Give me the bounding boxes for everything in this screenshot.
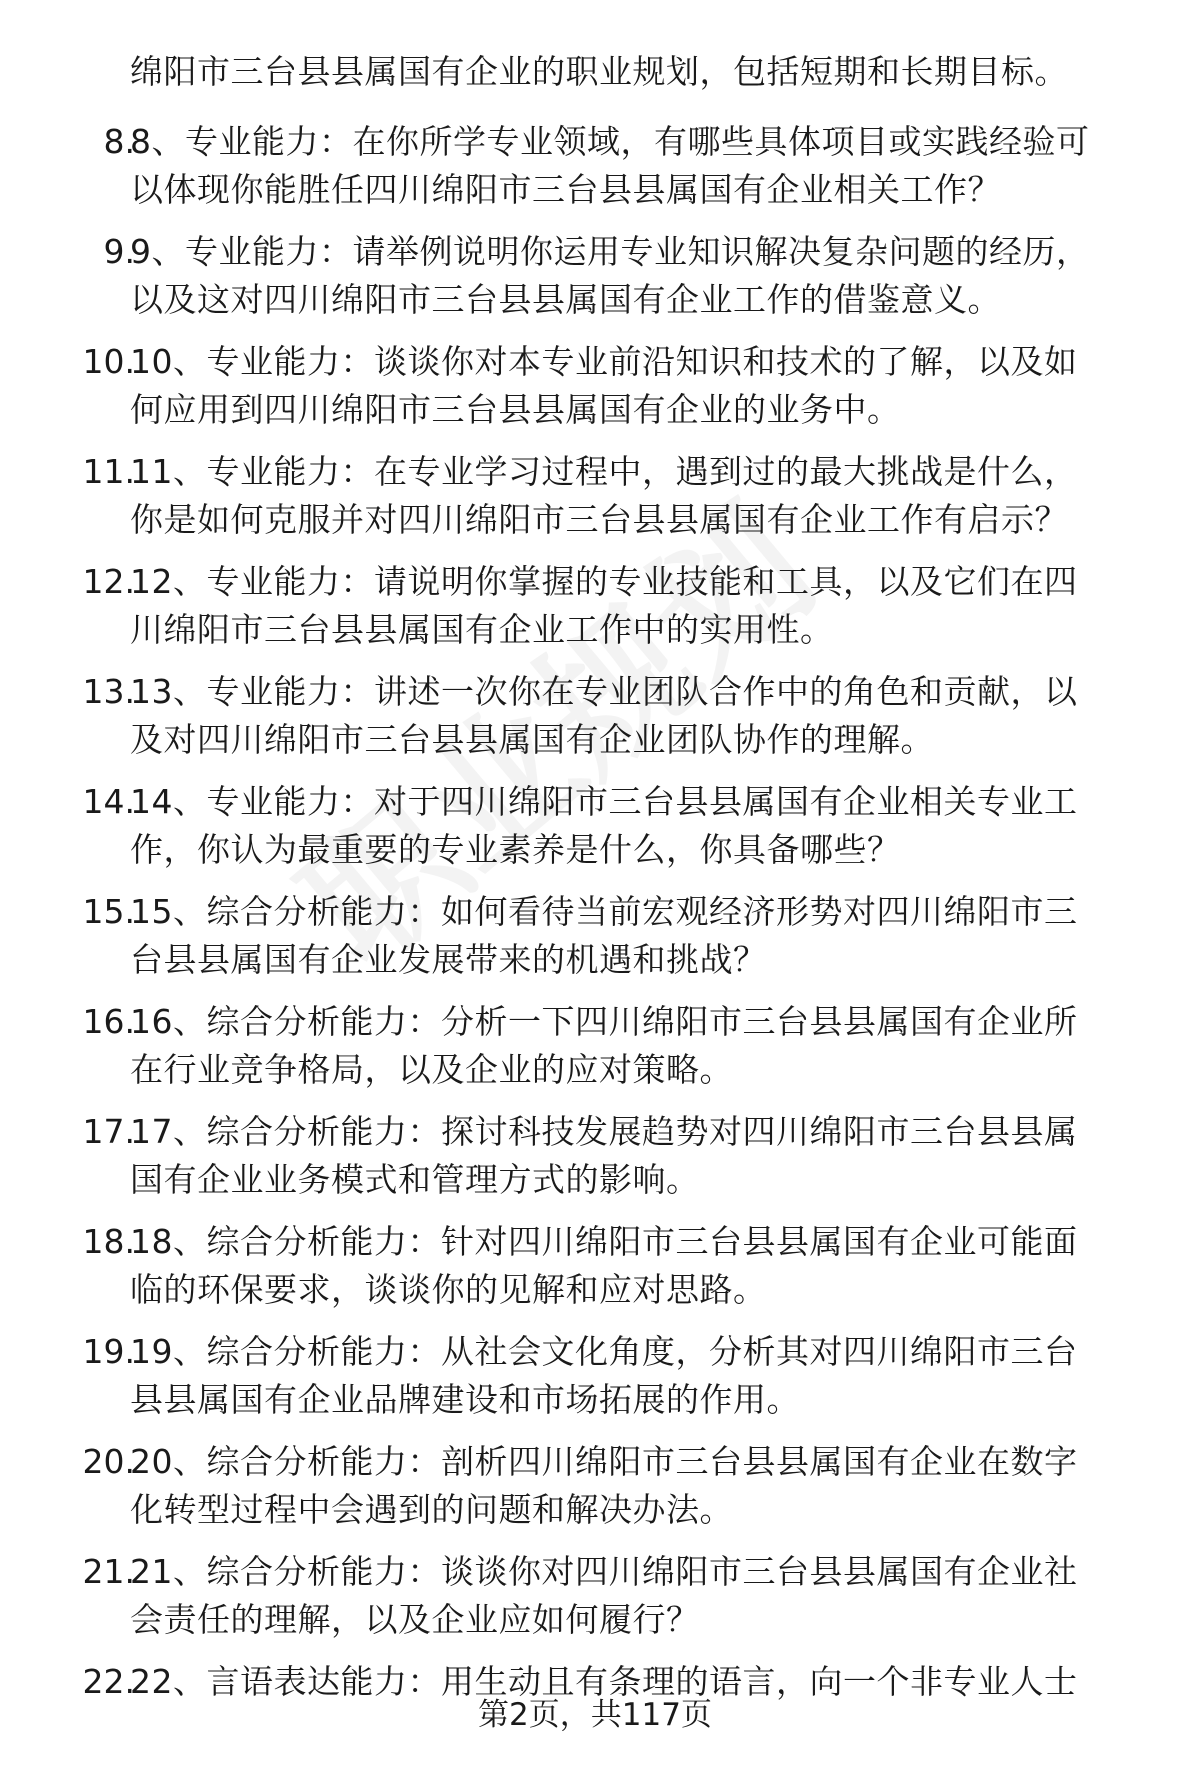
item-number: 22. [82, 1662, 135, 1701]
question-line: 21、综合分析能力：谈谈你对四川绵阳市三台县县属国有企业社 [130, 1552, 1078, 1591]
question-text [130, 1108, 1160, 1204]
question-line: 13、专业能力：讲述一次你在专业团队合作中的角色和贡献，以 [130, 672, 1078, 711]
list-item [0, 888, 1190, 998]
question-text [130, 228, 1160, 324]
question-line: 8、专业能力：在你所学专业领域，有哪些具体项目或实践经验可 [130, 122, 1090, 161]
question-line: 会责任的理解，以及企业应如何履行？ [130, 1600, 700, 1639]
item-number: 15. [82, 892, 135, 931]
item-number: 10. [82, 342, 135, 381]
question-line: 11、专业能力：在专业学习过程中，遇到过的最大挑战是什么， [130, 452, 1078, 491]
question-text [130, 1548, 1160, 1644]
list-item [0, 558, 1190, 668]
item-number: 14. [82, 782, 135, 821]
question-line: 10、专业能力：谈谈你对本专业前沿知识和技术的了解，以及如 [130, 342, 1078, 381]
question-text [130, 668, 1160, 764]
question-line: 19、综合分析能力：从社会文化角度，分析其对四川绵阳市三台 [130, 1332, 1078, 1371]
item-number: 17. [82, 1112, 135, 1151]
question-line: 及对四川绵阳市三台县县属国有企业团队协作的理解。 [130, 720, 934, 759]
question-text [130, 1438, 1160, 1534]
list-item [0, 1218, 1190, 1328]
item-number: 16. [82, 1002, 135, 1041]
question-line: 以及这对四川绵阳市三台县县属国有企业工作的借鉴意义。 [130, 280, 1001, 319]
question-line: 在行业竞争格局，以及企业的应对策略。 [130, 1050, 733, 1089]
item-number: 20. [82, 1442, 135, 1481]
item-number: 18. [82, 1222, 135, 1261]
question-line: 14、专业能力：对于四川绵阳市三台县县属国有企业相关专业工 [130, 782, 1078, 821]
item-number: 19. [82, 1332, 135, 1371]
list-item [0, 1328, 1190, 1438]
question-list [0, 118, 1190, 1768]
item-number: 12. [82, 562, 135, 601]
item-number: 11. [82, 452, 135, 491]
question-line: 何应用到四川绵阳市三台县县属国有企业的业务中。 [130, 390, 901, 429]
list-item [0, 1548, 1190, 1658]
list-item [0, 1438, 1190, 1548]
question-line: 15、综合分析能力：如何看待当前宏观经济形势对四川绵阳市三 [130, 892, 1078, 931]
question-text [130, 118, 1160, 214]
continued-question-text: 绵阳市三台县县属国有企业的职业规划，包括短期和长期目标。 [130, 52, 1068, 91]
page-number-footer: 第2页，共117页 [478, 1697, 712, 1733]
question-line: 你是如何克服并对四川绵阳市三台县县属国有企业工作有启示？ [130, 500, 1068, 539]
question-text [130, 1328, 1160, 1424]
question-line: 9、专业能力：请举例说明你运用专业知识解决复杂问题的经历， [130, 232, 1090, 271]
question-line: 国有企业业务模式和管理方式的影响。 [130, 1160, 700, 1199]
list-item [0, 998, 1190, 1108]
question-text [130, 888, 1160, 984]
question-line: 16、综合分析能力：分析一下四川绵阳市三台县县属国有企业所 [130, 1002, 1078, 1041]
item-number: 8. [103, 122, 135, 161]
list-item [0, 778, 1190, 888]
question-text [130, 338, 1160, 434]
question-line: 12、专业能力：请说明你掌握的专业技能和工具，以及它们在四 [130, 562, 1078, 601]
item-number: 9. [103, 232, 135, 271]
list-item [0, 118, 1190, 228]
list-item [0, 228, 1190, 338]
question-text [130, 558, 1160, 654]
question-line: 川绵阳市三台县县属国有企业工作中的实用性。 [130, 610, 834, 649]
question-line: 化转型过程中会遇到的问题和解决办法。 [130, 1490, 733, 1529]
question-line: 18、综合分析能力：针对四川绵阳市三台县县属国有企业可能面 [130, 1222, 1078, 1261]
question-text [130, 778, 1160, 874]
list-item [0, 448, 1190, 558]
question-line: 22、言语表达能力：用生动且有条理的语言，向一个非专业人士 [130, 1662, 1078, 1701]
question-text [130, 1218, 1160, 1314]
question-line: 20、综合分析能力：剖析四川绵阳市三台县县属国有企业在数字 [130, 1442, 1078, 1481]
item-number: 21. [82, 1552, 135, 1591]
question-line: 台县县属国有企业发展带来的机遇和挑战？ [130, 940, 767, 979]
question-line: 作，你认为最重要的专业素养是什么，你具备哪些？ [130, 830, 901, 869]
question-line: 以体现你能胜任四川绵阳市三台县县属国有企业相关工作？ [130, 170, 1001, 209]
list-item [0, 668, 1190, 778]
question-line: 临的环保要求，谈谈你的见解和应对思路。 [130, 1270, 767, 1309]
question-line: 县县属国有企业品牌建设和市场拓展的作用。 [130, 1380, 800, 1419]
question-text [130, 998, 1160, 1094]
list-item [0, 338, 1190, 448]
item-number: 13. [82, 672, 135, 711]
question-line: 17、综合分析能力：探讨科技发展趋势对四川绵阳市三台县县属 [130, 1112, 1078, 1151]
question-text [130, 448, 1160, 544]
list-item [0, 1108, 1190, 1218]
